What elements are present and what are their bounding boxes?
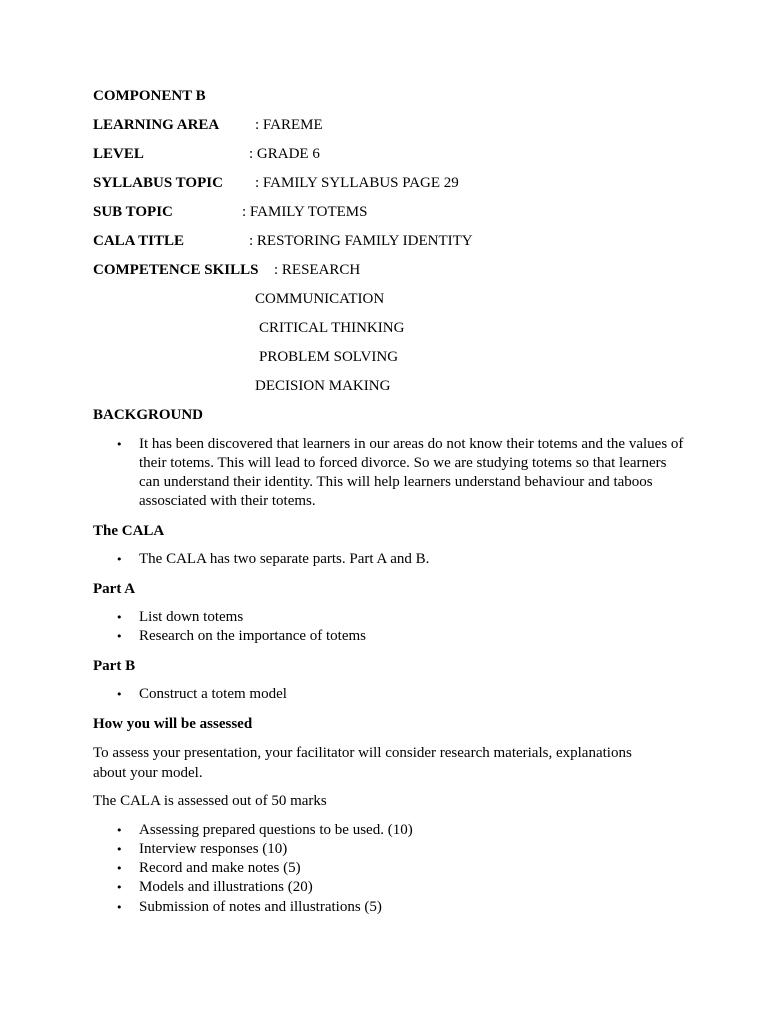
competence-skills-label: COMPETENCE SKILLS bbox=[93, 262, 259, 278]
bullet-icon: • bbox=[116, 438, 123, 451]
component-heading: COMPONENT B bbox=[93, 88, 206, 104]
part-a-heading: Part A bbox=[93, 581, 136, 597]
competence-skill: COMMUNICATION bbox=[255, 291, 385, 307]
bullet-icon: • bbox=[116, 824, 123, 837]
sub-topic-value: : FAMILY TOTEMS bbox=[242, 204, 368, 220]
list-item: Interview responses (10) bbox=[139, 841, 288, 857]
background-text: It has been discovered that learners in our areas do not know their totems and the values of their totems. This will lead to forced divorce. So we are studying totems so that learners can understand their identity. This will help learners understand behaviour and taboos assosciated with their totems. bbox=[139, 436, 684, 509]
list-item: Record and make notes (5) bbox=[139, 860, 301, 876]
cala-title-value: : RESTORING FAMILY IDENTITY bbox=[249, 233, 473, 249]
learning-area-label: LEARNING AREA bbox=[93, 117, 220, 133]
bullet-icon: • bbox=[116, 843, 123, 856]
bullet-icon: • bbox=[116, 688, 123, 701]
competence-skill: PROBLEM SOLVING bbox=[259, 349, 399, 365]
list-item: Models and illustrations (20) bbox=[139, 879, 313, 895]
bullet-icon: • bbox=[116, 901, 123, 914]
syllabus-topic-value: : FAMILY SYLLABUS PAGE 29 bbox=[255, 175, 459, 191]
list-item: The CALA has two separate parts. Part A and B. bbox=[139, 551, 430, 567]
bullet-icon: • bbox=[116, 881, 123, 894]
competence-skill: CRITICAL THINKING bbox=[259, 320, 405, 336]
list-item: Research on the importance of totems bbox=[139, 628, 367, 644]
bullet-icon: • bbox=[116, 630, 123, 643]
bullet-icon: • bbox=[116, 553, 123, 566]
cala-title-label: CALA TITLE bbox=[93, 233, 185, 249]
level-label: LEVEL bbox=[93, 146, 144, 162]
background-heading: BACKGROUND bbox=[93, 407, 204, 423]
level-value: : GRADE 6 bbox=[249, 146, 320, 162]
syllabus-topic-label: SYLLABUS TOPIC bbox=[93, 175, 223, 191]
bullet-icon: • bbox=[116, 862, 123, 875]
sub-topic-label: SUB TOPIC bbox=[93, 204, 173, 220]
competence-skill-first: : RESEARCH bbox=[274, 262, 361, 278]
marks-line: The CALA is assessed out of 50 marks bbox=[93, 793, 327, 809]
bullet-icon: • bbox=[116, 611, 123, 624]
learning-area-value: : FAREME bbox=[255, 117, 323, 133]
list-item: Submission of notes and illustrations (5) bbox=[139, 899, 382, 915]
part-b-heading: Part B bbox=[93, 658, 136, 674]
competence-skill: DECISION MAKING bbox=[255, 378, 391, 394]
assessment-heading: How you will be assessed bbox=[93, 716, 253, 732]
list-item: Construct a totem model bbox=[139, 686, 287, 702]
cala-heading: The CALA bbox=[93, 523, 165, 539]
assessment-paragraph: To assess your presentation, your facilitator will consider research materials, explanations about your model. bbox=[93, 745, 632, 781]
list-item: Assessing prepared questions to be used. (10) bbox=[139, 822, 413, 838]
list-item: List down totems bbox=[139, 609, 244, 625]
